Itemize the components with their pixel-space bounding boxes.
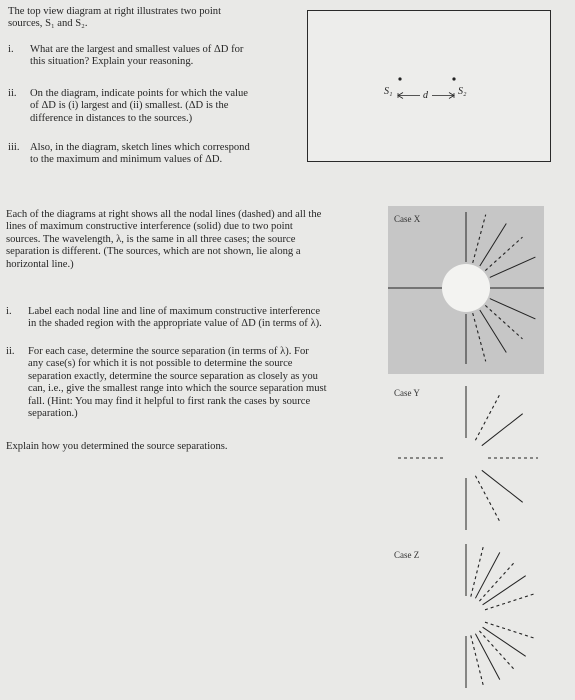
question-1-i [8, 44, 298, 69]
nodal-line [485, 594, 535, 610]
paragraph-line: separation is different. (The sources, which are not shown, lie along a [6, 246, 301, 258]
question-number: i. [6, 306, 12, 317]
question-line: fall. (Hint: You may find it helpful to first rank the cases by source [28, 395, 311, 407]
source-2-label: S₂ [458, 86, 467, 97]
source-1-label: S₁ [384, 86, 393, 97]
question-line: any case(s) for which it is not possible to determine the source [28, 358, 293, 370]
intro-line: sources, S₁ and S₂. [8, 18, 88, 30]
interference-lines [398, 386, 538, 530]
nodal-line [471, 546, 484, 597]
question-number: ii. [6, 346, 15, 357]
paragraph-line: lines of maximum constructive interference (solid) due to two point [6, 221, 293, 233]
nodal-line [471, 635, 484, 686]
question-line: For each case, determine the source separation (in terms of λ). For [28, 346, 309, 357]
maximum-line [482, 414, 523, 446]
question-1-iii [8, 142, 298, 167]
top-view-diagram [307, 10, 551, 162]
question-line: difference in distances to the sources.) [30, 112, 193, 124]
question-number: iii. [8, 142, 20, 153]
question-number: i. [8, 44, 14, 55]
question-1-ii [8, 88, 298, 125]
explain-prompt: Explain how you determined the source separations. [6, 441, 228, 452]
intro-line: The top view diagram at right illustrates two point [8, 6, 222, 17]
question-line: to the maximum and minimum values of ΔD. [30, 154, 223, 166]
sources-diagram [308, 11, 550, 161]
question-number: ii. [8, 88, 17, 99]
question-2-ii [6, 346, 386, 420]
nodal-line [485, 622, 535, 638]
question-line: On the diagram, indicate points for which the value [30, 88, 248, 99]
source-1-dot [398, 77, 401, 80]
case-y-label: Case Y [394, 388, 420, 398]
question-line: What are the largest and smallest values of ΔD for [30, 44, 244, 55]
maximum-line [482, 470, 523, 502]
paragraph-line: Each of the diagrams at right shows all the nodal lines (dashed) and all the [6, 209, 322, 220]
instructions-paragraph [6, 209, 386, 271]
interference-lines [466, 544, 535, 688]
intro-text [8, 6, 298, 31]
question-line: in the shaded region with the appropriate value of ΔD (in terms of λ). [28, 318, 322, 330]
question-line: Also, in the diagram, sketch lines which correspond [30, 142, 250, 153]
question-line: of ΔD is (i) largest and (ii) smallest. (ΔD is the [30, 100, 229, 112]
question-line: separation.) [28, 408, 78, 420]
nodal-line [475, 394, 499, 440]
paragraph-line: sources. The wavelength, λ, is the same in all three cases; the source [6, 233, 296, 245]
source-2-dot [452, 77, 455, 80]
question-line: separation exactly, determine the source separation as closely as you [28, 370, 318, 382]
case-z-diagram [388, 540, 544, 698]
question-2-i [6, 306, 386, 331]
paragraph-line: horizontal line.) [6, 258, 74, 270]
nodal-line [475, 476, 499, 522]
case-x-diagram [388, 206, 544, 374]
center-clear-zone [442, 264, 490, 312]
question-line: can, i.e., give the smallest range into which the source separation must [28, 383, 327, 395]
case-z-label: Case Z [394, 550, 420, 560]
case-x-label: Case X [394, 214, 421, 224]
question-line: this situation? Explain your reasoning. [30, 56, 194, 68]
question-line: Label each nodal line and line of maximum constructive interference [28, 306, 321, 317]
case-y-diagram [388, 378, 544, 540]
separation-label: d [423, 90, 428, 101]
